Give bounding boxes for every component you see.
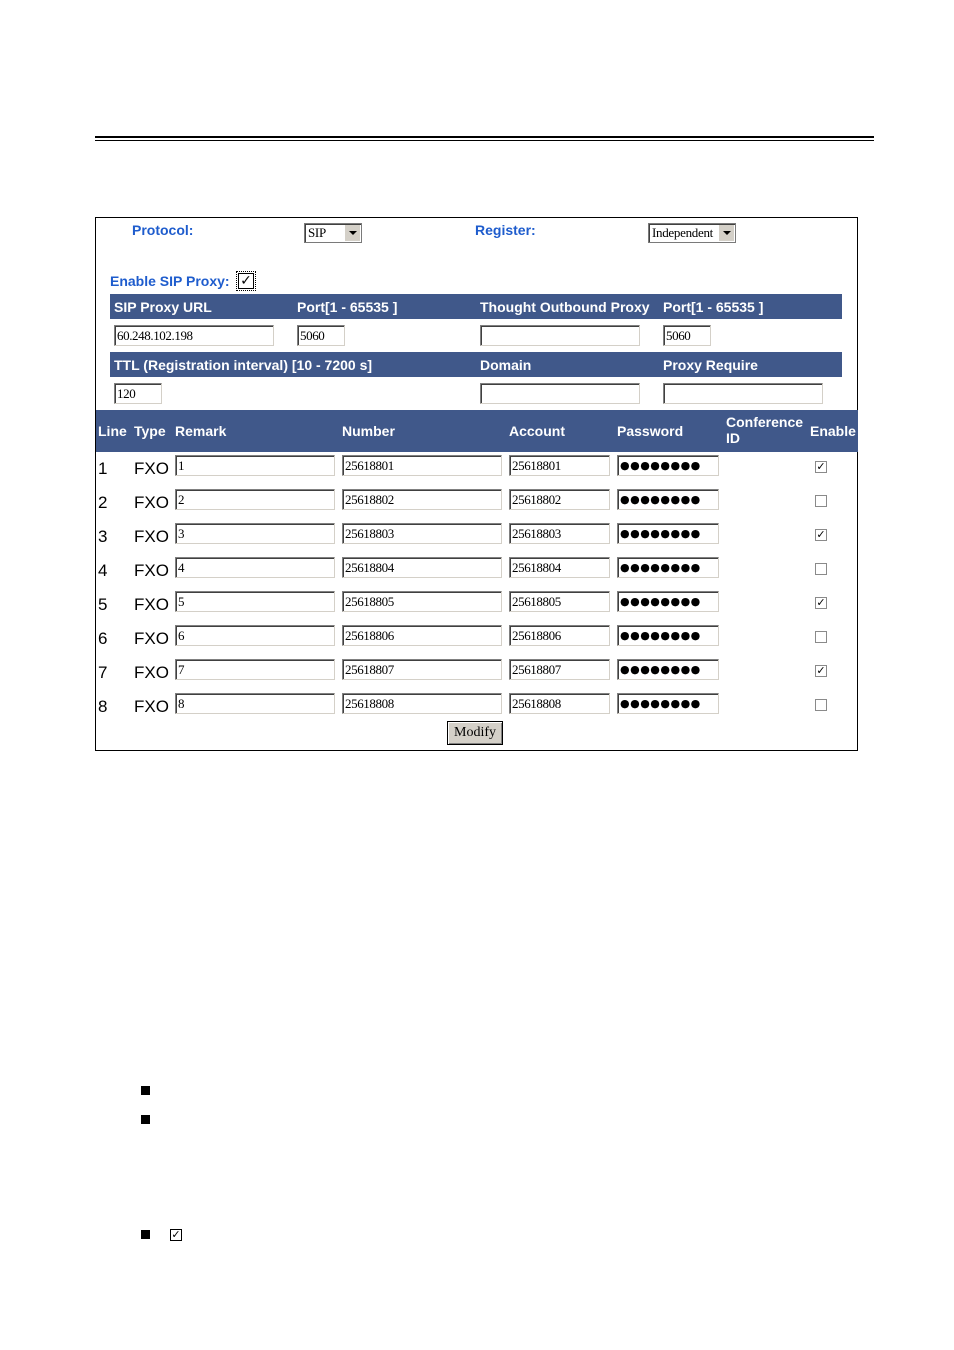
enable-checkbox[interactable] <box>815 665 827 677</box>
line-type: FXO <box>134 561 169 580</box>
account-input[interactable]: 25618804 <box>509 557 610 578</box>
number-input[interactable]: 25618803 <box>342 523 502 544</box>
account-input[interactable]: 25618806 <box>509 625 610 646</box>
chevron-down-icon[interactable] <box>344 225 360 241</box>
header-remark: Remark <box>175 423 227 439</box>
proxy-header-band <box>110 294 842 319</box>
line-type: FXO <box>134 459 169 478</box>
password-input[interactable]: ●●●●●●●● <box>617 489 719 510</box>
password-input[interactable]: ●●●●●●●● <box>617 523 719 544</box>
enable-checkbox[interactable] <box>815 461 827 473</box>
remark-input[interactable]: 6 <box>175 625 335 646</box>
header-line: Line <box>98 423 127 439</box>
header-sip-proxy-url: SIP Proxy URL <box>114 299 212 315</box>
header-account: Account <box>509 423 565 439</box>
header-conference: Conference <box>726 414 804 430</box>
number-input[interactable]: 25618808 <box>342 693 502 714</box>
number-input[interactable]: 25618802 <box>342 489 502 510</box>
registration-header-band <box>110 352 842 377</box>
account-input[interactable]: 25618803 <box>509 523 610 544</box>
account-input[interactable]: 25618807 <box>509 659 610 680</box>
protocol-label: Protocol: <box>132 222 194 238</box>
ttl-input[interactable]: 120 <box>114 383 162 404</box>
enable-checkbox[interactable] <box>815 631 827 643</box>
number-input[interactable]: 25618801 <box>342 455 502 476</box>
bullet-3 <box>141 1230 150 1239</box>
line-number: 6 <box>98 629 108 648</box>
enable-sip-proxy-label: Enable SIP Proxy: <box>110 273 230 289</box>
header-proxy-require: Proxy Require <box>663 357 758 373</box>
line-type: FXO <box>134 595 169 614</box>
header-proxy-port: Port[1 - 65535 ] <box>297 299 398 315</box>
header-outbound-proxy: Thought Outbound Proxy <box>480 299 650 315</box>
register-value: Independent <box>652 225 713 240</box>
header-number: Number <box>342 423 395 439</box>
top-rule <box>95 136 874 138</box>
outbound-proxy-input[interactable] <box>480 325 640 346</box>
enable-checkbox[interactable] <box>815 597 827 609</box>
number-input[interactable]: 25618805 <box>342 591 502 612</box>
domain-input[interactable] <box>480 383 640 404</box>
bullet-1 <box>141 1086 150 1095</box>
password-input[interactable]: ●●●●●●●● <box>617 455 719 476</box>
protocol-select[interactable] <box>304 223 362 243</box>
header-domain: Domain <box>480 357 532 373</box>
account-input[interactable]: 25618805 <box>509 591 610 612</box>
enable-checkbox[interactable] <box>815 699 827 711</box>
proxy-url-input[interactable]: 60.248.102.198 <box>114 325 274 346</box>
sip-settings-panel <box>95 217 858 751</box>
remark-input[interactable]: 7 <box>175 659 335 680</box>
line-number: 3 <box>98 527 108 546</box>
header-outbound-port: Port[1 - 65535 ] <box>663 299 764 315</box>
proxy-require-input[interactable] <box>663 383 823 404</box>
line-number: 4 <box>98 561 108 580</box>
password-input[interactable]: ●●●●●●●● <box>617 591 719 612</box>
number-input[interactable]: 25618806 <box>342 625 502 646</box>
enable-checkbox[interactable] <box>815 563 827 575</box>
register-select[interactable] <box>648 223 736 243</box>
line-number: 5 <box>98 595 108 614</box>
proxy-port-input[interactable]: 5060 <box>297 325 345 346</box>
checkmark-icon: ✓ <box>816 664 826 677</box>
line-number: 8 <box>98 697 108 716</box>
checkmark-icon: ✓ <box>816 596 826 609</box>
line-type: FXO <box>134 629 169 648</box>
register-label: Register: <box>475 222 536 238</box>
header-ttl: TTL (Registration interval) [10 - 7200 s] <box>114 357 373 373</box>
enable-checkbox[interactable] <box>815 495 827 507</box>
password-input[interactable]: ●●●●●●●● <box>617 659 719 680</box>
remark-input[interactable]: 2 <box>175 489 335 510</box>
bullet-2 <box>141 1115 150 1124</box>
top-rule-thin <box>95 140 874 141</box>
password-input[interactable]: ●●●●●●●● <box>617 625 719 646</box>
password-input[interactable]: ●●●●●●●● <box>617 557 719 578</box>
checkmark-icon: ✓ <box>816 528 826 541</box>
header-type: Type <box>134 423 166 439</box>
account-input[interactable]: 25618808 <box>509 693 610 714</box>
line-type: FXO <box>134 493 169 512</box>
header-password: Password <box>617 423 684 439</box>
remark-input[interactable]: 8 <box>175 693 335 714</box>
line-number: 1 <box>98 459 108 478</box>
header-enable: Enable <box>810 423 856 439</box>
line-number: 2 <box>98 493 108 512</box>
remark-input[interactable]: 4 <box>175 557 335 578</box>
outbound-port-input[interactable]: 5060 <box>663 325 711 346</box>
remark-input[interactable]: 3 <box>175 523 335 544</box>
modify-button[interactable]: Modify <box>447 721 503 745</box>
line-type: FXO <box>134 663 169 682</box>
protocol-value: SIP <box>308 225 326 240</box>
checkbox-symbol-icon: ✓ <box>171 1228 181 1241</box>
line-table-header <box>96 410 858 452</box>
number-input[interactable]: 25618804 <box>342 557 502 578</box>
line-type: FXO <box>134 697 169 716</box>
number-input[interactable]: 25618807 <box>342 659 502 680</box>
line-type: FXO <box>134 527 169 546</box>
account-input[interactable]: 25618801 <box>509 455 610 476</box>
remark-input[interactable]: 5 <box>175 591 335 612</box>
password-input[interactable]: ●●●●●●●● <box>617 693 719 714</box>
checkmark-icon: ✓ <box>816 460 826 473</box>
account-input[interactable]: 25618802 <box>509 489 610 510</box>
enable-checkbox[interactable] <box>815 529 827 541</box>
checkmark-icon: ✓ <box>240 273 252 289</box>
line-number: 7 <box>98 663 108 682</box>
chevron-down-icon[interactable] <box>718 225 734 241</box>
remark-input[interactable]: 1 <box>175 455 335 476</box>
header-id: ID <box>726 430 740 446</box>
enable-sip-proxy-checkbox[interactable] <box>238 273 254 289</box>
